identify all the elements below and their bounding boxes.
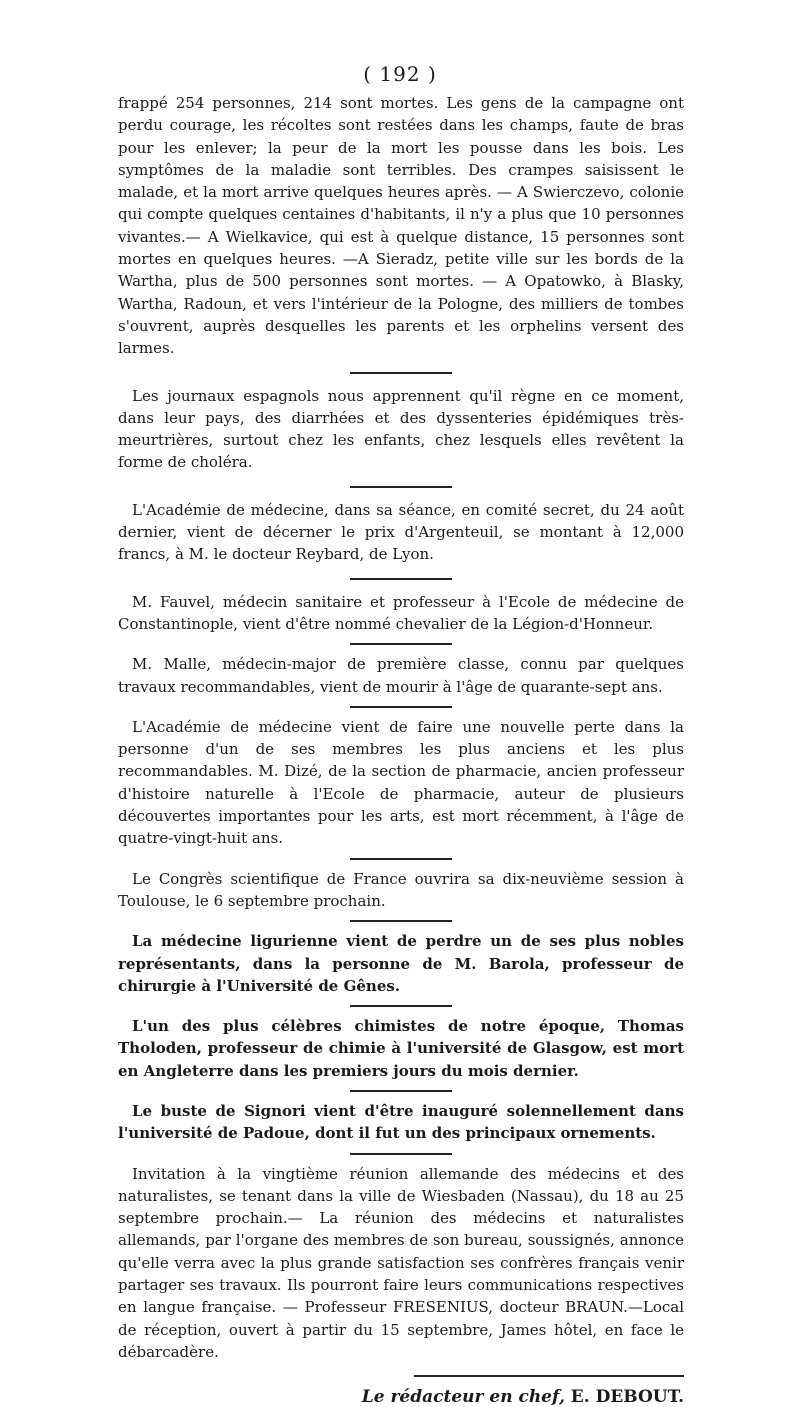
paragraph-argenteuil-prize: L'Académie de médecine, dans sa séance, en comité secret, du 24 août dernier, vient de décerner le prix d'Argenteuil, se montant à 12,000 francs, à M. le docteur Reybard, de Lyon. (118, 500, 684, 564)
paragraph-congres: Le Congrès scientifique de France ouvrira sa dix-neuvième session à Toulouse, le 6 septembre prochain. (118, 869, 684, 910)
separator-rule (350, 486, 452, 488)
separator-rule (350, 858, 452, 860)
page-number: ( 192 ) (363, 62, 437, 86)
paragraph-cholera-poland: frappé 254 personnes, 214 sont mortes. Les gens de la campagne ont perdu courage, les récoltes sont restées dans les champs, faute de bras pour les enlever; la peur de la mort les pousse dans les bois. Les symptômes de la maladie sont terribles. Des crampes saisissent le malade, et la mort arrive quelques heures après. — A Swierczevo, colonie qui compte quelques centaines d'habitants, il n'y a plus que 10 personnes vivantes.— A Wielkavice, qui est à quelque distance, 15 personnes sont mortes en quelques heures. —A Sieradz, petite ville sur les bords de la Wartha, plus de 500 personnes sont mortes. — A Opatowko, à Blasky, Wartha, Radoun, et vers l'intérieur de la Pologne, des milliers de tombes s'ouvrent, auprès desquelles les parents et les orphelins versent des larmes. (118, 94, 684, 358)
separator-rule (350, 1005, 452, 1007)
separator-rule (350, 1090, 452, 1092)
page-body (118, 92, 684, 1407)
paragraph-malle: M. Malle, médecin-major de première classe, connu par quelques travaux recommandables, vient de mourir à l'âge de quarante-sept ans. (118, 655, 684, 696)
paragraph-barola: La médecine ligurienne vient de perdre un de ses plus nobles représentants, dans la personne de M. Barola, professeur de chirurgie à l'Université de Gênes. (118, 932, 684, 995)
paragraph-wiesbaden-invitation: Invitation à la vingtième réunion allemande des médecins et des naturalistes, se tenant dans la ville de Wiesbaden (Nassau), du 18 au 25 septembre prochain.— La réunion des médecins et naturalistes allemands, par l'organe des membres de son bureau, soussignés, annonce qu'elle verra avec la plus grande satisfaction ses confrères français venir partager ses travaux. Ils pourront faire leurs communications respectives en langue française. — Professeur FRESENIUS, docteur BRAUN.—Local de réception, ouvert à partir du 15 septembre, James hôtel, en face le débarcadère. (118, 1164, 684, 1361)
signature-role: Le rédacteur en chef, (361, 1387, 565, 1407)
paragraph-spanish-journals: Les journaux espagnols nous apprennent qu'il règne en ce moment, dans leur pays, des diarrhées et des dyssenteries épidémiques très-meurtrières, surtout chez les enfants, chez lesquels elles revêtent la forme de choléra. (118, 386, 684, 472)
separator-rule (350, 920, 452, 922)
paragraph-tholoden: L'un des plus célèbres chimistes de notre époque, Thomas Tholoden, professeur de chimie à l'université de Glasgow, est mort en Angleterre dans les premiers jours du mois dernier. (118, 1017, 684, 1080)
signature-rule (414, 1375, 684, 1377)
separator-rule (350, 578, 452, 580)
paragraph-dize: L'Académie de médecine vient de faire une nouvelle perte dans la personne d'un de ses membres les plus anciens et les plus recommandables. M. Dizé, de la section de pharmacie, ancien professeur d'histoire naturelle à l'Ecole de pharmacie, auteur de plusieurs découvertes importantes pour les arts, est mort récemment, à l'âge de quatre-vingt-huit ans. (118, 717, 684, 848)
separator-rule (350, 372, 452, 374)
paragraph-signori: Le buste de Signori vient d'être inauguré solennellement dans l'université de Padoue, dont il fut un des principaux ornements. (118, 1101, 684, 1143)
separator-rule (350, 643, 452, 645)
separator-rule (350, 1153, 452, 1155)
paragraph-fauvel: M. Fauvel, médecin sanitaire et professeur à l'Ecole de médecine de Constantinople, vient d'être nommé chevalier de la Légion-d'Honneur. (118, 592, 684, 633)
signature (118, 1387, 684, 1407)
signature-name: E. DEBOUT. (570, 1387, 684, 1407)
separator-rule (350, 706, 452, 708)
bold-news-block (118, 930, 684, 1154)
